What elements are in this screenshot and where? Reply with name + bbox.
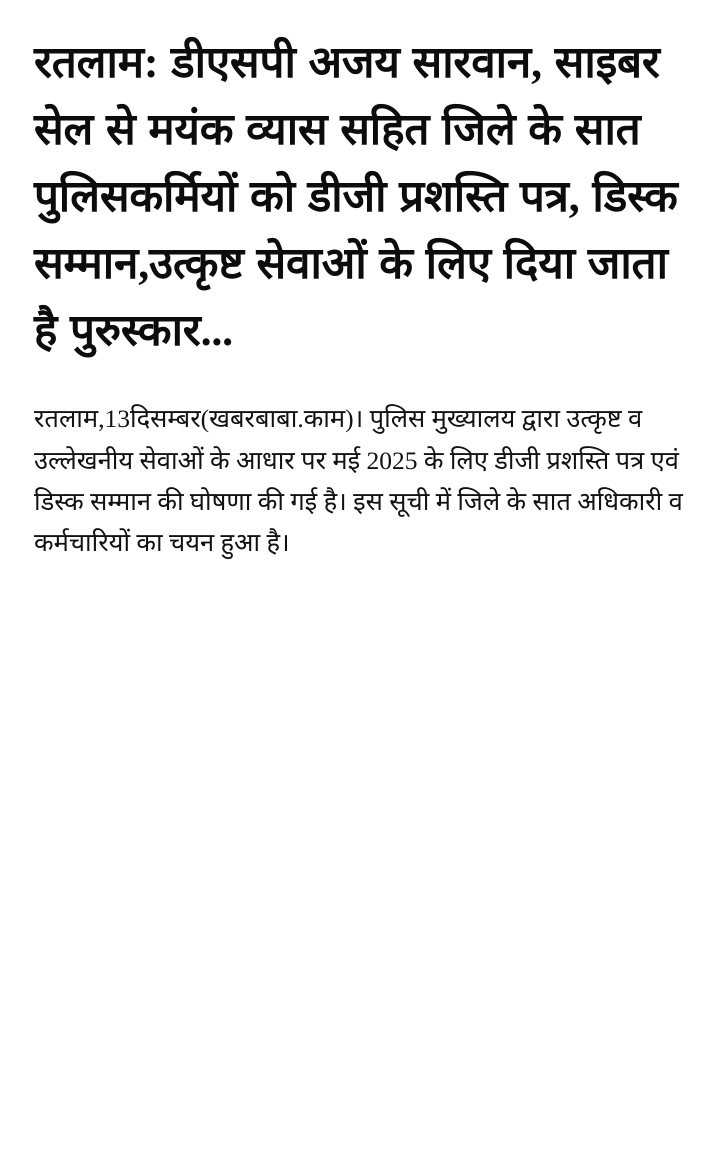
page-title: रतलाम: डीएसपी अजय सारवान, साइबर सेल से मयंक व्यास सहित जिले के सात पुलिसकर्मियों को डीजी प्रशस्ति पत्र, डिस्क सम्मान,उत्कृष्ट सेवाओं के लिए दिया जाता है पुरुस्कार...: [34, 38, 678, 355]
article-body: [34, 398, 686, 563]
article-paragraph: रतलाम,13दिसम्बर(खबरबाबा.काम)। पुलिस मुख्यालय द्वारा उत्कृष्ट व उल्लेखनीय सेवाओं के आधार पर मई 2025 के लिए डीजी प्रशस्ति पत्र एवं डिस्क सम्मान की घोषणा की गई है। इस सूची में जिले के सात अधिकारी व कर्मचारियों का चयन हुआ है।: [34, 404, 683, 558]
